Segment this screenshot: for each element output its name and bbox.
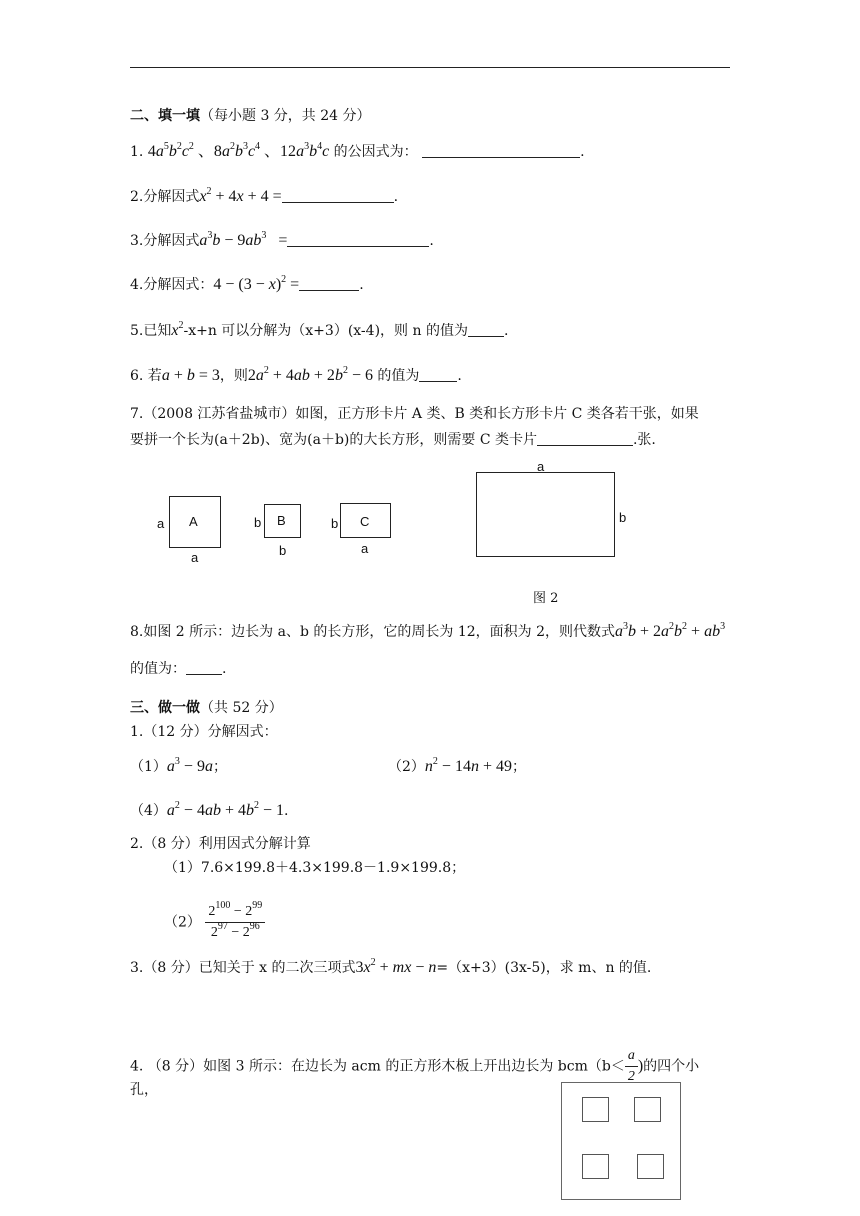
question-2: 2.分解因式$x^2 + 4x + 4$ = .	[130, 186, 399, 205]
problem-1-item-2: $(2)n^2 - 14n + 49$；	[388, 756, 526, 775]
section3-heading	[130, 698, 283, 718]
figure2-top-label: a	[537, 459, 545, 474]
section3-note: （共 52 分）	[200, 700, 283, 716]
card-a-bottom-label: a	[191, 550, 199, 565]
card-c-label: C	[360, 514, 370, 529]
problem-2-title: 2.（8 分）利用因式分解计算	[130, 836, 311, 852]
problem-4-line1: 4. （8 分）如图 3 所示：在边长为 acm 的正方形木板上开出边长为 bcm（b＜ $\frac{a}{2}$ )的四个小	[130, 1046, 699, 1087]
question-8-line2: 的值为： .	[130, 661, 227, 677]
question-5: 5.已知$x^2-x+n$ 可以分解为（x+3）(x-4)，则 n 的值为 .	[130, 320, 509, 339]
question-3: 3.分解因式$a^3b - 9ab^3$ = .	[130, 230, 434, 249]
problem-1-item-1: $(1)a^3 - 9a$；	[130, 756, 227, 775]
card-b-bottom-label: b	[279, 543, 287, 558]
card-b-label: B	[277, 513, 286, 528]
question-7-line2: 要拼一个长为(a＋2b)、宽为(a＋b)的大长方形，则需要 C 类卡片 .张.	[130, 432, 656, 448]
question-1: 1. $4a^5b^2c^2$ 、$8a^2b^3c^4$ 、$12a^3b^4c$ 的公因式为： .	[130, 141, 585, 160]
figure2-rectangle	[476, 472, 615, 557]
problem-2-item-1: （1）7.6×199.8＋4.3×199.8－1.9×199.8；	[164, 860, 466, 876]
header-rule	[130, 67, 730, 68]
answer-blank[interactable]	[468, 322, 504, 337]
answer-blank[interactable]	[537, 431, 633, 446]
section2-heading	[130, 106, 371, 126]
card-a-label: A	[189, 514, 198, 529]
figure2-caption: 图 2	[533, 591, 559, 606]
problem-2-fraction: $\frac{2^{100} - 2^{99}}{2^{97} - 2^{96}}$	[205, 902, 265, 943]
problem-3: 3.（8 分）已知关于 x 的二次三项式$3x^2$ + mx − n=（x+3）(3x-5)，求 m、n 的值.	[130, 957, 652, 976]
answer-blank[interactable]	[299, 276, 359, 291]
q1-expression: $4a^5b^2c^2$ 、$8a^2b^3c^4$ 、$12a^3b^4c$	[147, 141, 330, 160]
answer-blank[interactable]	[287, 232, 429, 247]
card-b-side-label: b	[254, 515, 262, 530]
question-4: 4.分解因式：$4 - (3 - x)^2$ = .	[130, 274, 364, 293]
question-7-line1: 7.（2008 江苏省盐城市）如图，正方形卡片 A 类、B 类和长方形卡片 C 类各若干张，如果	[130, 406, 699, 422]
figure3-hole	[637, 1154, 664, 1179]
q3-expression: $a^3b - 9ab^3$ =	[199, 230, 288, 249]
problem-1-title: 1.（12 分）分解因式：	[130, 724, 278, 740]
problem-4-line2: 孔，	[130, 1082, 158, 1098]
problem-2-item-2: （2） $\frac{2^{100} - 2^{99}}{2^{97} - 2^{96}}$	[164, 902, 265, 943]
q2-expression: $x^2 + 4x + 4$ =	[199, 186, 282, 205]
figure3-board	[561, 1082, 681, 1200]
figure2-side-label: b	[619, 510, 627, 525]
section2-note: （每小题 3 分，共 24 分）	[200, 108, 371, 124]
section2-title: 二、填一填	[130, 108, 200, 124]
answer-blank[interactable]	[422, 143, 580, 158]
answer-blank[interactable]	[282, 188, 394, 203]
section3-title: 三、做一做	[130, 700, 200, 716]
card-c-side-label: b	[331, 516, 339, 531]
problem-1-item-4: $(4)a^2 - 4ab + 4b^2 - 1$.	[130, 800, 289, 819]
card-a-side-label: a	[157, 516, 165, 531]
question-8-line1: 8.如图 2 所示：边长为 a、b 的长方形，它的周长为 12，面积为 2，则代数式$a^3b + 2a^2b^2 + ab^3$	[130, 621, 726, 640]
figure3-hole	[634, 1097, 661, 1122]
card-c-bottom-label: a	[361, 541, 369, 556]
question-6: 6. 若a + b = 3，则$2a^2 + 4ab + 2b^2 - 6$ 的值为 .	[130, 365, 462, 384]
a-over-2-fraction: $\frac{a}{2}$	[625, 1046, 638, 1087]
answer-blank[interactable]	[186, 660, 222, 675]
figure3-hole	[582, 1097, 609, 1122]
q4-expression: $4 - (3 - x)^2$ =	[213, 274, 300, 293]
answer-blank[interactable]	[419, 367, 457, 382]
figure3-hole	[582, 1154, 609, 1179]
